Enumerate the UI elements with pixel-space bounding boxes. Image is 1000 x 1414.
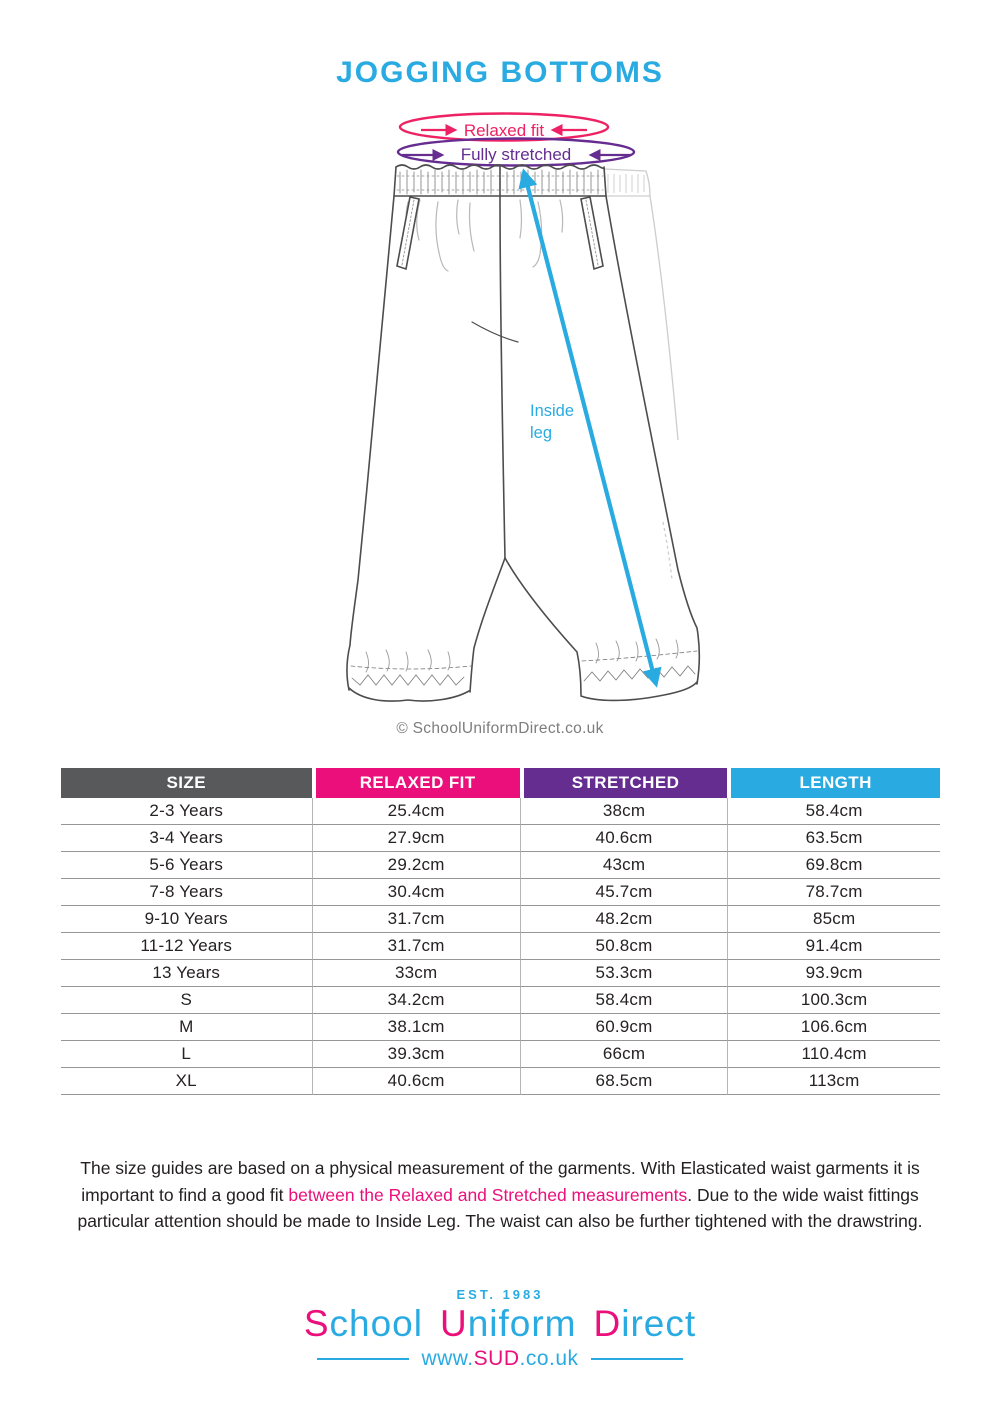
relaxed-fit-label: Relaxed fit <box>463 121 545 140</box>
cell-stretched: 68.5cm <box>520 1067 727 1095</box>
cell-size: S <box>61 986 312 1013</box>
cell-stretched: 48.2cm <box>520 905 727 932</box>
size-table <box>61 768 940 1095</box>
logo-website-line <box>0 1347 1000 1371</box>
cell-length: 69.8cm <box>727 851 940 878</box>
table-row <box>61 798 940 824</box>
cell-stretched: 40.6cm <box>520 824 727 851</box>
sizing-note <box>45 1155 955 1235</box>
cuff-right <box>581 639 697 700</box>
cell-length: 110.4cm <box>727 1040 940 1067</box>
inside-leg-label <box>530 402 574 442</box>
cell-length: 113cm <box>727 1067 940 1095</box>
cell-stretched: 45.7cm <box>520 878 727 905</box>
cell-size: L <box>61 1040 312 1067</box>
note-text-after: . Due to the wide waist fittings particular attention should be made to Inside Leg. The waist can also be further tightened with the drawstring. <box>77 1184 923 1231</box>
logo-established-text: EST. 1983 <box>456 1287 544 1302</box>
cell-length: 106.6cm <box>727 1013 940 1040</box>
cell-size: 7-8 Years <box>61 878 312 905</box>
cell-length: 93.9cm <box>727 959 940 986</box>
cell-stretched: 43cm <box>520 851 727 878</box>
header-size: SIZE <box>61 768 312 798</box>
cell-size: 11-12 Years <box>61 932 312 959</box>
cell-size: 13 Years <box>61 959 312 986</box>
logo-word-school: School <box>303 1303 423 1344</box>
cell-stretched: 66cm <box>520 1040 727 1067</box>
header-relaxed-fit: RELAXED FIT <box>312 768 520 798</box>
cell-stretched: 53.3cm <box>520 959 727 986</box>
logo-word-direct: Direct <box>593 1303 697 1344</box>
cell-length: 63.5cm <box>727 824 940 851</box>
cell-relaxed: 33cm <box>312 959 520 986</box>
table-row <box>61 932 940 959</box>
cell-size: 9-10 Years <box>61 905 312 932</box>
cell-relaxed: 30.4cm <box>312 878 520 905</box>
size-table-header <box>61 768 940 798</box>
cell-length: 58.4cm <box>727 798 940 824</box>
cell-stretched: 38cm <box>520 798 727 824</box>
table-row <box>61 986 940 1013</box>
header-stretched: STRETCHED <box>520 768 727 798</box>
trousers-drawing <box>347 165 699 701</box>
waistband <box>394 165 606 196</box>
cell-stretched: 50.8cm <box>520 932 727 959</box>
pocket-left <box>397 197 419 269</box>
cell-relaxed: 31.7cm <box>312 932 520 959</box>
cell-relaxed: 34.2cm <box>312 986 520 1013</box>
brand-logo <box>0 1287 1000 1371</box>
cell-length: 100.3cm <box>727 986 940 1013</box>
size-table-body <box>61 798 940 1095</box>
logo-dash-right <box>591 1358 683 1360</box>
cell-size: 5-6 Years <box>61 851 312 878</box>
table-row <box>61 905 940 932</box>
cuff-left <box>349 650 471 701</box>
page-title: JOGGING BOTTOMS <box>336 56 664 89</box>
logo-wordmark <box>0 1303 1000 1345</box>
copyright-line: © SchoolUniformDirect.co.uk <box>396 720 604 737</box>
logo-website-text: www.SUD.co.uk <box>421 1347 579 1370</box>
svg-text:Inside: Inside <box>530 402 575 420</box>
table-row <box>61 1013 940 1040</box>
cell-length: 85cm <box>727 905 940 932</box>
logo-word-uniform: Uniform <box>439 1303 577 1344</box>
cell-size: XL <box>61 1067 312 1095</box>
header-length: LENGTH <box>727 768 940 798</box>
cell-relaxed: 27.9cm <box>312 824 520 851</box>
cell-relaxed: 29.2cm <box>312 851 520 878</box>
logo-dash-left <box>317 1358 409 1360</box>
table-row <box>61 959 940 986</box>
jogging-bottoms-diagram <box>0 110 1000 760</box>
note-text-highlight: between the Relaxed and Stretched measurements <box>288 1184 688 1205</box>
cell-relaxed: 40.6cm <box>312 1067 520 1095</box>
table-row <box>61 1067 940 1095</box>
relaxed-fit-annotation <box>400 114 608 141</box>
table-row <box>61 878 940 905</box>
cell-relaxed: 25.4cm <box>312 798 520 824</box>
cell-stretched: 60.9cm <box>520 1013 727 1040</box>
waist-wrinkles <box>406 200 588 271</box>
svg-text:leg: leg <box>530 424 553 442</box>
cell-length: 78.7cm <box>727 878 940 905</box>
pocket-right <box>581 197 603 269</box>
cell-relaxed: 38.1cm <box>312 1013 520 1040</box>
table-row <box>61 851 940 878</box>
table-row <box>61 824 940 851</box>
cell-size: M <box>61 1013 312 1040</box>
cell-size: 2-3 Years <box>61 798 312 824</box>
fully-stretched-label: Fully stretched <box>460 145 572 164</box>
cell-relaxed: 31.7cm <box>312 905 520 932</box>
note-text-before: The size guides are based on a physical measurement of the garments. With Elasticated waist garments it is important to find a good fit <box>80 1158 920 1205</box>
cell-size: 3-4 Years <box>61 824 312 851</box>
fully-stretched-annotation <box>398 139 634 166</box>
cell-length: 91.4cm <box>727 932 940 959</box>
cell-stretched: 58.4cm <box>520 986 727 1013</box>
trouser-legs <box>347 196 699 695</box>
cell-relaxed: 39.3cm <box>312 1040 520 1067</box>
table-row <box>61 1040 940 1067</box>
